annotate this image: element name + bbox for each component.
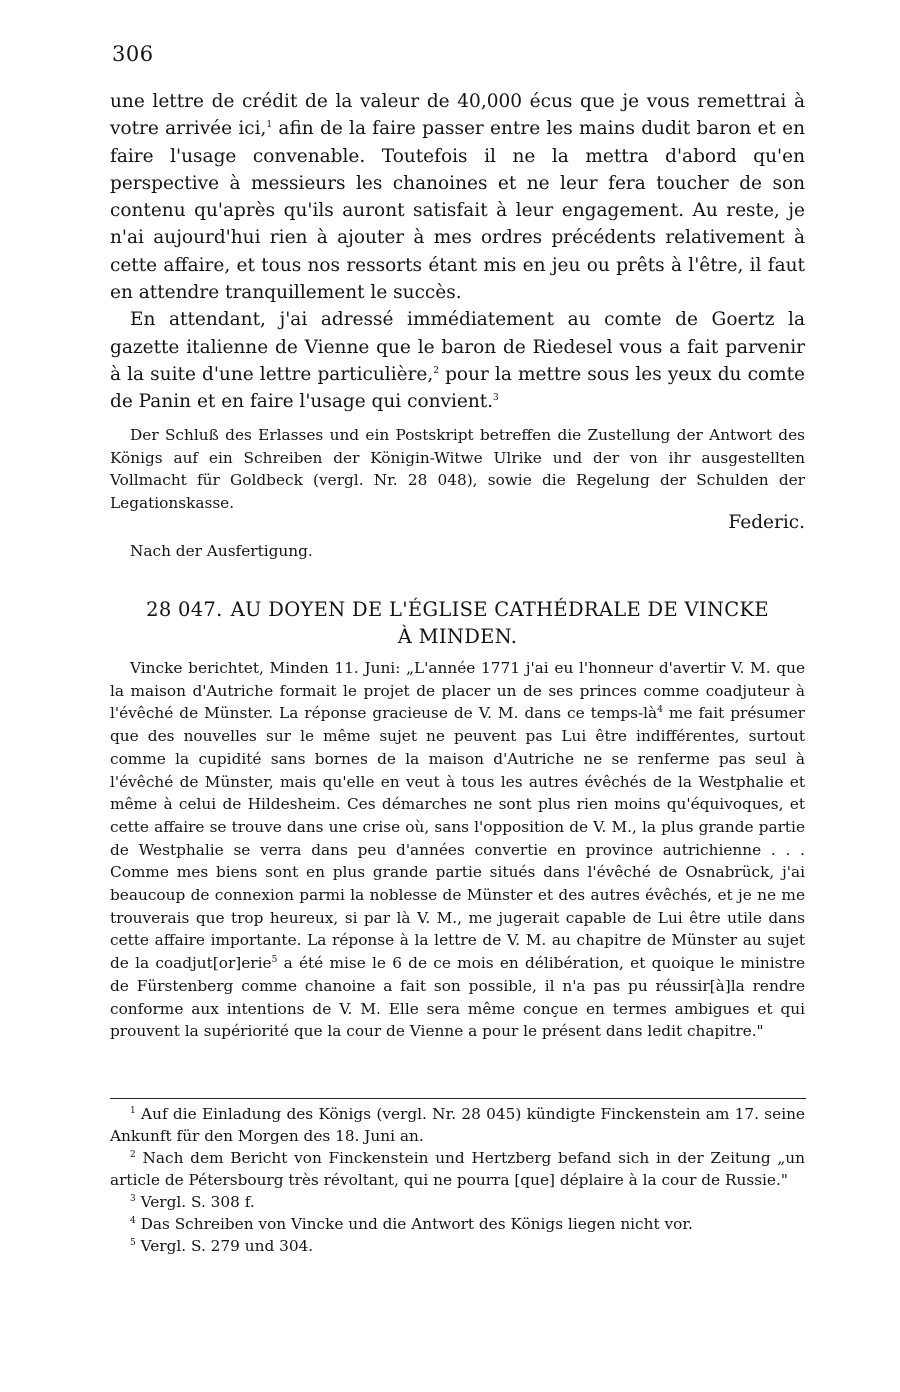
editorial-note: Der Schluß des Erlasses und ein Postskript betreffen die Zustellung der Antwort des Königs auf ein Schreiben der Königin-Witwe Ulrike und der von ihr ausgestellten Vollmacht für Goldbeck (vergl. Nr. 28 048), sowie die Regelung der Schulden der Legationskasse.: [110, 426, 805, 513]
footnote-1: [110, 1103, 805, 1147]
report-text-part: me fait présumer que des nouvelles sur le même sujet ne peuvent pas Lui être indifférentes, surtout comme la cupidité sans bornes de la maison d'Autriche ne se renferme pas seul à l'évêché de Münster, mais qu'elle en veut à tous les autres évêchés de la Westphalie et même à celui de Hildesheim. Ces démarches ne sont plus rien moins qu'équivoques, et cette affaire se trouve dans une crise où, sans l'opposition de V. M., la plus grande partie de Westphalie se verra dans peu d'années convertie en province autrichienne . . . Comme mes biens sont en plus grande partie situés dans l'évêché de Osnabrück, j'ai beaucoup de connexion parmi la noblesse de Münster et des autres évêchés, et je ne me trouverais que trop heureux, si par là V. M., me jugerait capable de Lui être utile dans cette affaire importante. La réponse à la lettre de V. M. au chapitre de Münster au sujet de la coadjut[or]erie: [110, 704, 805, 973]
document-number: 28 047.: [146, 598, 223, 621]
footnote-mark: 5: [130, 1237, 136, 1248]
footnote-ref: 1: [266, 120, 273, 131]
footnote-mark: 1: [130, 1105, 136, 1116]
letter-text: pour la mettre sous les yeux du comte de Panin et en faire l'usage qui convient.: [110, 363, 805, 413]
footnote-ref: 3: [493, 393, 499, 404]
letter-text: En attendant, j'ai adressé immédiatement au comte de Goertz la gazette italienne de Vienne que le baron de Riedesel vous a fait parvenir à la suite d'une lettre particulière,: [110, 309, 805, 385]
source-note: Nach der Ausfertigung.: [130, 542, 313, 560]
letter-text: afin de la faire passer entre les mains dudit baron et en faire l'usage convenable. Toutefois il ne la mettra d'abord qu'en perspective à messieurs les chanoines et ne leur fera toucher de son contenu qu'après qu'ils auront satisfait à leur engagement. Au reste, je n'ai aujourd'hui rien à ajouter à mes ordres précédents relativement à cette affaire, et tous nos ressorts étant mis en jeu ou prêts à l'être, il faut en attendre tranquillement le succès.: [110, 118, 805, 304]
footnote-text: Nach dem Bericht von Finckenstein und Hertzberg befand sich in der Zeitung „un article de Pétersbourg très révoltant, qui ne pourra [que] déplaire à la cour de Russie.": [110, 1149, 805, 1189]
letter-body: [110, 88, 805, 416]
footnote-text: Auf die Einladung des Königs (vergl. Nr. 28 045) kündigte Finckenstein am 17. seine Ankunft für den Morgen des 18. Juni an.: [110, 1105, 805, 1145]
heading-line-2: À MINDEN.: [397, 625, 518, 648]
report-text-part: a été mise le 6 de ce mois en délibération, et quoique le ministre de Fürstenberg comme chanoine a fait son possible, il n'a pas pu réussir[à]la rendre conforme aux intentions de V. M. Elle sera même conçue en termes ambigues et qui prouvent la supériorité que la cour de Vienne a pour le présent dans ledit chapitre.": [110, 954, 806, 1041]
footnote-mark: 4: [130, 1215, 136, 1226]
report-text: [110, 657, 805, 1043]
editorial-note-block: [110, 424, 805, 515]
heading-title: AU DOYEN DE L'ÉGLISE CATHÉDRALE DE VINCKE: [230, 598, 769, 621]
footnote-ref: 4: [657, 705, 663, 716]
footnote-text: Vergl. S. 279 und 304.: [140, 1237, 314, 1255]
footnote-2: [110, 1147, 805, 1191]
signature: Federic.: [728, 512, 805, 533]
letter-paragraph-1: [110, 88, 805, 306]
footnote-mark: 2: [130, 1149, 136, 1160]
footnote-4: [110, 1213, 805, 1235]
footnote-mark: 3: [130, 1193, 136, 1204]
footnote-divider: [110, 1098, 806, 1099]
page-number: 306: [112, 42, 154, 66]
footnote-3: [110, 1191, 805, 1213]
report-text-part: Vincke berichtet, Minden 11. Juni: „L'année 1771 j'ai eu l'honneur d'avertir V. M. que la maison d'Autriche formait le projet de placer un de ses princes comme coadjuteur à l'évêché de Münster. La réponse gracieuse de V. M. dans ce temps-là: [110, 659, 805, 723]
report-block: [110, 657, 805, 1043]
source-note-block: [110, 540, 805, 563]
footnote-ref: 2: [433, 365, 439, 376]
letter-text: une lettre de crédit de la valeur de 40,000 écus que je vous remettrai à votre arrivée ici,: [110, 91, 805, 140]
footnote-text: Vergl. S. 308 f.: [140, 1193, 255, 1211]
footnote-text: Das Schreiben von Vincke und die Antwort des Königs liegen nicht vor.: [140, 1215, 693, 1233]
document-heading: [110, 596, 805, 650]
heading-line-1: [110, 596, 805, 623]
footnotes: [110, 1103, 805, 1257]
letter-paragraph-2: [110, 306, 805, 415]
footnote-ref: 5: [271, 955, 278, 966]
footnote-5: [110, 1235, 805, 1257]
